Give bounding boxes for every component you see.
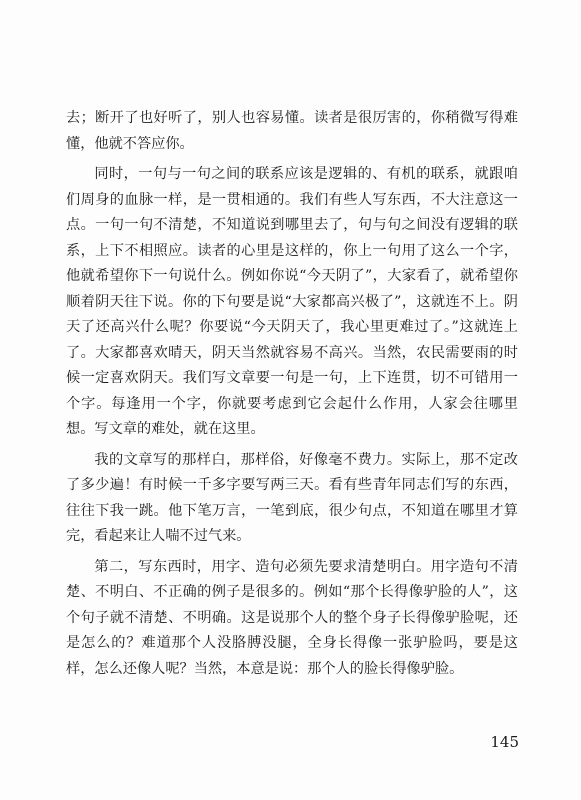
paragraph-continued: 去；断开了也好听了，别人也容易懂。读者是很厉害的，你稍微写得难懂，他就不答应你。	[66, 110, 518, 152]
page-number: 145	[490, 733, 519, 751]
paragraph-revision-effort: 我的文章写的那样白，那样俗，好像毫不费力。实际上，那不定改了多少遍！有时候一千多字要写两三天。看有些青年同志们写的东西，往往下我一跳。他下笔万言，一笔到底，很少句点，不知道在哪里才算完，看起来让人喘不过气来。	[66, 451, 518, 544]
paragraph-sentence-logic: 同时，一句与一句之间的联系应该是逻辑的、有机的联系，就跟咱们周身的血脉一样，是一贯相通的。我们有些人写东西，不大注意这一点。一句一句不清楚，不知道说到哪里去了，句与句之间没有逻辑的联系，上下不相照应。读者的心里是这样的，你上一句用了这么一个字，他就希望你下一句说什么。例如你说“今天阴了”，大家看了，就希望你顺着阴天往下说。你的下句要是说“大家都高兴极了”，这就连不上。阴天了还高兴什么呢？你要说“今天阴天了，我心里更难过了。”这就连上了。大家都喜欢晴天，阴天当然就容易不高兴。当然，农民需要雨的时候一定喜欢阴天。我们写文章要一句是一句，上下连贯，切不可错用一个字。每逢用一个字，你就要考虑到它会起什么作用，人家会往哪里想。写文章的难处，就在这里。	[66, 166, 518, 437]
body-text	[66, 106, 518, 687]
paragraph-clarity: 第二，写东西时，用字、造句必须先要求清楚明白。用字造句不清楚、不明白、不正确的例子是很多的。例如“那个长得像驴脸的人”，这个句子就不清楚、不明确。这是说那个人的整个身子长得像驴脸呢，还是怎么的？难道那个人没胳膊没腿，全身长得像一张驴脸吗，要是这样，怎么还像人呢？当然，本意是说：那个人的脸长得像驴脸。	[66, 558, 518, 677]
